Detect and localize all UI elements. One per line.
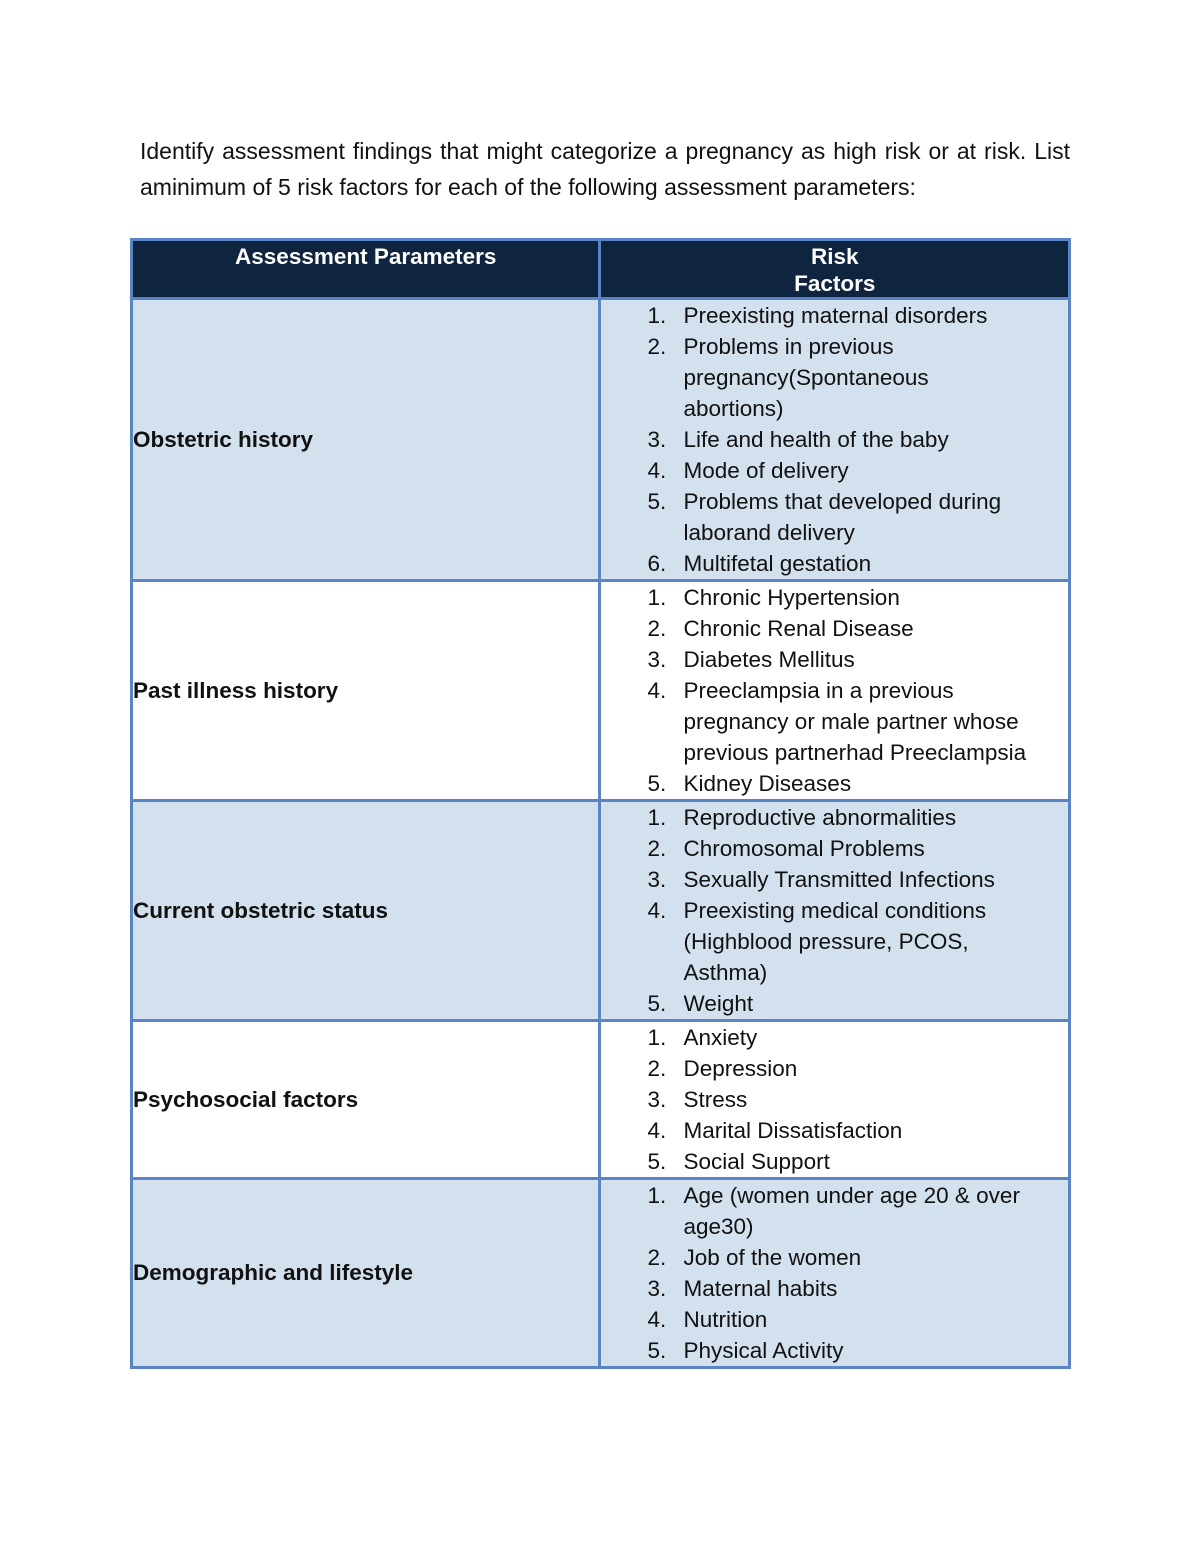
factors-list <box>601 1180 1068 1366</box>
factors-cell <box>600 1021 1070 1179</box>
instructions-paragraph <box>140 133 1070 205</box>
factor-item: 2. Chronic Renal Disease <box>683 613 1068 644</box>
instructions-line-1: Identify assessment findings that might categorize a pregnancy as high risk or at risk. <box>140 138 1027 164</box>
table-header-row <box>132 240 1070 299</box>
factor-item: 2. Job of the women <box>683 1242 1068 1273</box>
table-row-past-illness-history <box>132 581 1070 801</box>
factor-item: 3. Stress <box>683 1084 1068 1115</box>
parameter-cell: Past illness history <box>132 581 600 801</box>
parameter-cell: Demographic and lifestyle <box>132 1179 600 1368</box>
instructions-line-2: List aminimum of 5 risk factors for each of the following assessment parameters: <box>140 138 1071 200</box>
parameter-cell: Current obstetric status <box>132 801 600 1021</box>
factor-item: 1. Anxiety <box>683 1022 1068 1053</box>
table-row-obstetric-history <box>132 299 1070 581</box>
table-row-psychosocial-factors <box>132 1021 1070 1179</box>
factor-item: 3. Sexually Transmitted Infections <box>683 864 1068 895</box>
risk-factors-table <box>130 238 1071 1369</box>
factor-item: 5. Kidney Diseases <box>683 768 1068 799</box>
factor-item: 3. Life and health of the baby <box>683 424 1068 455</box>
factor-item: 1. Chronic Hypertension <box>683 582 1068 613</box>
header-risk-factors <box>600 240 1070 299</box>
factors-cell <box>600 299 1070 581</box>
factors-list <box>601 300 1068 579</box>
factor-item: 4. Mode of delivery <box>683 455 1068 486</box>
factor-item: 2. Chromosomal Problems <box>683 833 1068 864</box>
factor-item: 5. Physical Activity <box>683 1335 1068 1366</box>
factor-item: 3. Diabetes Mellitus <box>683 644 1068 675</box>
factor-item: 2. Depression <box>683 1053 1068 1084</box>
header-risk-line-2: Factors <box>794 271 876 296</box>
factor-item: 4. Nutrition <box>683 1304 1068 1335</box>
factor-item: 1. Reproductive abnormalities <box>683 802 1068 833</box>
factors-cell <box>600 1179 1070 1368</box>
parameter-cell: Psychosocial factors <box>132 1021 600 1179</box>
header-assessment-parameters: Assessment Parameters <box>132 240 600 299</box>
factor-item: 5. Weight <box>683 988 1068 1019</box>
factors-cell <box>600 581 1070 801</box>
factor-item: 4. Preexisting medical conditions (Highblood pressure, PCOS, Asthma) <box>683 895 1068 988</box>
factors-list <box>601 1022 1068 1177</box>
header-risk-line-1: Risk <box>810 244 859 269</box>
factor-item: 5. Social Support <box>683 1146 1068 1177</box>
factor-item: 1. Preexisting maternal disorders <box>683 300 1068 331</box>
factor-item: 4. Marital Dissatisfaction <box>683 1115 1068 1146</box>
factor-item: 4. Preeclampsia in a previous pregnancy or male partner whose previous partnerhad Preeclampsia <box>683 675 1068 768</box>
parameter-cell: Obstetric history <box>132 299 600 581</box>
factors-list <box>601 802 1068 1019</box>
table-row-current-obstetric-status <box>132 801 1070 1021</box>
factor-item: 3. Maternal habits <box>683 1273 1068 1304</box>
factors-list <box>601 582 1068 799</box>
factor-item: 1. Age (women under age 20 & over age30) <box>683 1180 1068 1242</box>
factor-item: 5. Problems that developed during laborand delivery <box>683 486 1068 548</box>
factors-cell <box>600 801 1070 1021</box>
factor-item: 6. Multifetal gestation <box>683 548 1068 579</box>
factor-item: 2. Problems in previous pregnancy(Spontaneous abortions) <box>683 331 1068 424</box>
table-row-demographic-and-lifestyle <box>132 1179 1070 1368</box>
